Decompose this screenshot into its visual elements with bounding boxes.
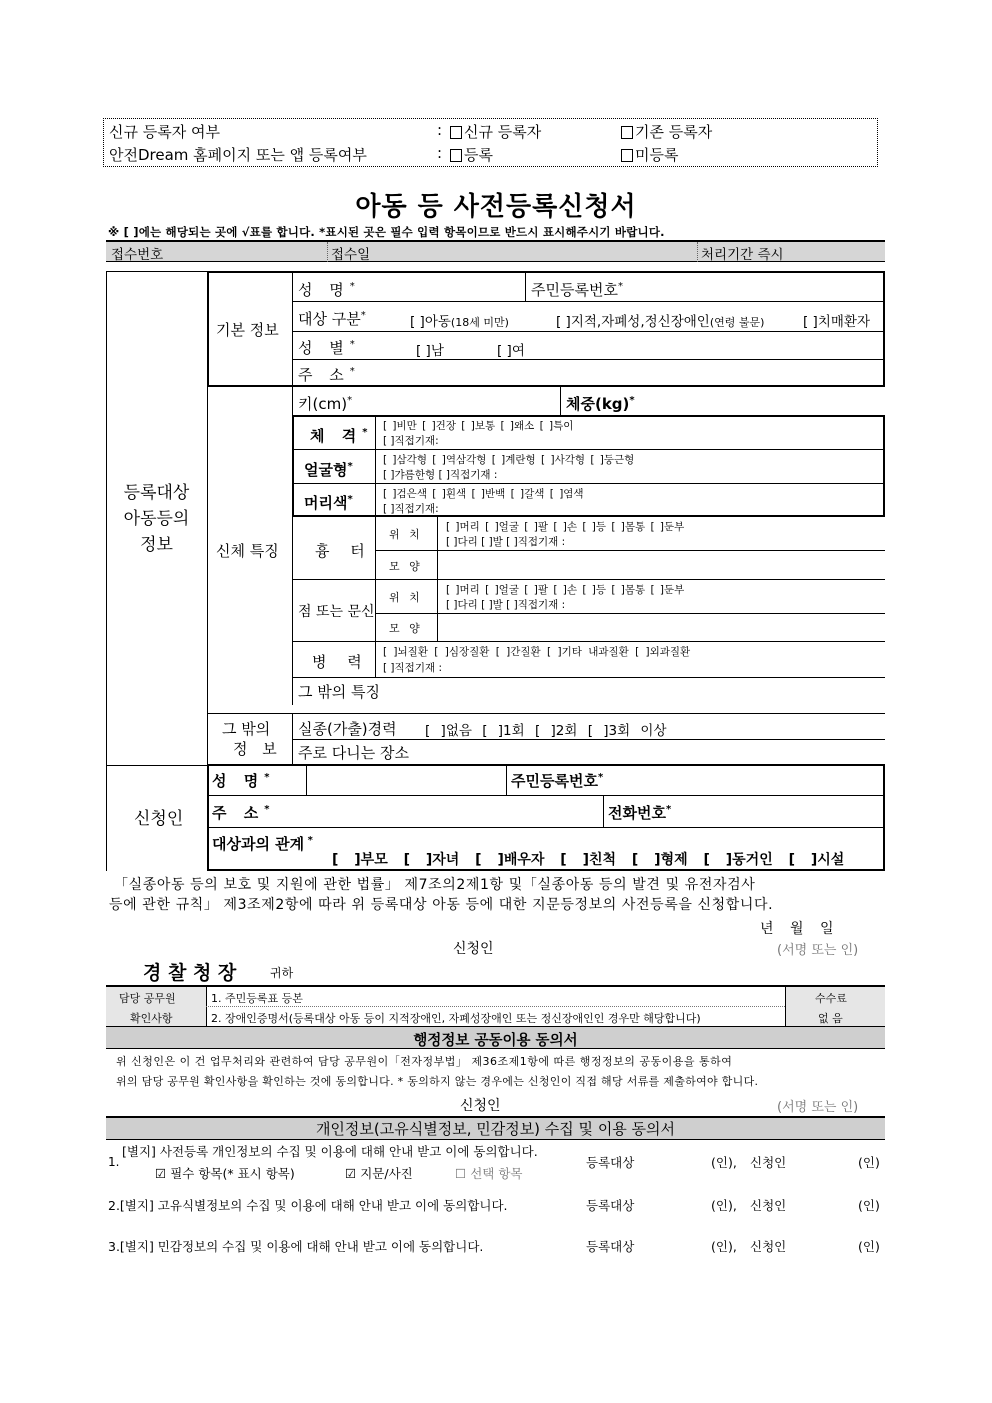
target-type-label: 대상 구분* (298, 310, 366, 328)
privacy-title: 개인정보(고유식별정보, 민감정보) 수집 및 이용 동의서 (315, 1120, 676, 1138)
privacy-target-2: 등록대상 (586, 1198, 635, 1213)
mole-tattoo-label: 점 또는 문신 (298, 604, 375, 620)
mole-shape-label: 모 양 (389, 622, 423, 635)
checkbox[interactable] (621, 126, 633, 139)
rrn-label: 주민등록번호* (531, 281, 623, 299)
sign-note: (서명 또는 인) (777, 943, 859, 958)
scar-shape-label: 모 양 (389, 560, 423, 573)
colon: : (437, 121, 443, 139)
applicant-sign-label: 신청인 (453, 941, 494, 957)
admin-consent-text-1: 위 신청인은 이 건 업무처리와 관련하여 담당 공무원이「전자정부법」 제36조제1항에 따른 행정정보의 공동이용을 통하여 (116, 1055, 733, 1068)
relation-label: 대상과의 관계 * (212, 835, 313, 853)
dream-registration-label: 안전Dream 홈페이지 또는 앱 등록여부 (109, 146, 367, 164)
confirm-item-2: 2. 장애인증명서(등록대상 아동 등이 지적장애인, 자폐성장애인 또는 정신장애인인 경우만 해당합니다) (211, 1012, 701, 1025)
relation-options[interactable]: [ ]부모 [ ]자녀 [ ]배우자 [ ]친척 [ ]형제 [ ]동거인 [ ]시설 (332, 852, 845, 868)
applicant-label: 신청인 (134, 809, 184, 829)
gender-female-option[interactable]: [ ]여 (497, 343, 525, 359)
gender-male-option[interactable]: [ ]남 (416, 343, 444, 359)
height-label: 키(cm)* (298, 395, 353, 413)
fee-label: 수수료 (815, 992, 847, 1005)
privacy-applicant-3: 신청인 (750, 1239, 787, 1254)
target-info-label: 등록대상 아동등의 정보 (123, 483, 190, 555)
optional-items-option[interactable]: ☐ 선택 항목 (455, 1166, 523, 1181)
medical-history-direct[interactable]: [ ]직접기재 : (383, 662, 442, 674)
admin-consent-sign: 신청인 (460, 1098, 501, 1114)
mole-position-options[interactable]: [ ]머리 [ ]얼굴 [ ]팔 [ ]손 [ ]등 [ ]몸통 [ ]둔부 (446, 584, 685, 596)
basic-info-label: 기본 정보 (216, 321, 279, 339)
hair-color-direct[interactable]: [ ]직접기재: (383, 503, 439, 515)
admin-consent-sign-note: (서명 또는 인) (777, 1100, 859, 1115)
medical-history-label: 병 력 (312, 653, 370, 671)
confirm-item-1: 1. 주민등록표 등본 (211, 992, 303, 1005)
face-shape-label: 얼굴형* (304, 461, 353, 479)
fee-value: 없 음 (818, 1012, 843, 1025)
new-registrant-option[interactable]: 신규 등록자 (450, 121, 541, 142)
registered-option[interactable]: 등록 (450, 144, 493, 165)
privacy-item-1: [별지] 사전등록 개인정보의 수집 및 이용에 대해 안내 받고 이에 동의합니다. (122, 1144, 538, 1159)
checkbox[interactable] (621, 149, 633, 162)
checkbox[interactable] (450, 149, 462, 162)
missing-history-label: 실종(가출)경력 (298, 720, 397, 738)
privacy-seal-2b: (인) (858, 1198, 880, 1213)
privacy-item-2: 2.[별지] 고유식별정보의 수집 및 이용에 대해 안내 받고 이에 동의합니다. (108, 1198, 508, 1213)
law-text-1: 「실종아동 등의 보호 및 지원에 관한 법률」 제7조의2제1항 및「실종아동 등의 발견 및 유전자검사 (114, 877, 756, 893)
face-shape-options[interactable]: [ ]삼각형 [ ]역삼각형 [ ]계란형 [ ]사각형 [ ]둥근형 (383, 454, 635, 466)
gender-label: 성 별* (298, 339, 361, 357)
privacy-item-1-number: 1. (108, 1155, 120, 1169)
privacy-seal-1: (인), (711, 1155, 737, 1170)
page-title: 아동 등 사전등록신청서 (355, 192, 637, 222)
hair-color-options[interactable]: [ ]검은색 [ ]흰색 [ ]반백 [ ]갈색 [ ]염색 (383, 488, 584, 500)
privacy-seal-1b: (인) (858, 1155, 880, 1170)
privacy-seal-3b: (인) (858, 1239, 880, 1254)
receipt-date-label: 접수일 (331, 247, 371, 263)
medical-history-options[interactable]: [ ]뇌질환 [ ]심장질환 [ ]간질환 [ ]기타 내과질환 [ ]외과질환 (383, 646, 691, 658)
face-shape-direct[interactable]: [ ]갸름한형 [ ]직접기재 : (383, 469, 498, 481)
build-options[interactable]: [ ]비만 [ ]건장 [ ]보통 [ ]왜소 [ ]특이 (383, 420, 574, 432)
applicant-rrn-label: 주민등록번호* (511, 772, 604, 790)
processing-period-label: 처리기간 즉시 (701, 247, 784, 263)
honorific: 귀하 (270, 966, 294, 980)
applicant-address-label: 주 소* (212, 804, 276, 822)
privacy-seal-2: (인), (711, 1198, 737, 1213)
hair-color-label: 머리색* (304, 494, 353, 512)
checkbox[interactable] (450, 126, 462, 139)
fingerprint-photo-option[interactable]: ☑ 지문/사진 (345, 1166, 413, 1181)
receipt-number-label: 접수번호 (111, 247, 164, 263)
notice-text: ※ [ ]에는 해당되는 곳에 √표를 합니다. *표시된 곳은 필수 입력 항목이므로 반드시 표시해주시기 바랍니다. (108, 225, 665, 239)
applicant-phone-label: 전화번호* (608, 804, 672, 822)
privacy-target-1: 등록대상 (586, 1155, 635, 1170)
frequent-place-label: 주로 다니는 장소 (298, 744, 409, 762)
privacy-applicant-1: 신청인 (750, 1155, 787, 1170)
other-info-label: 그 밖의 (222, 720, 271, 738)
law-text-2: 등에 관한 규칙」 제3조제2항에 따라 위 등록대상 아동 등에 대한 지문등정보의 사전등록을 신청합니다. (109, 897, 774, 913)
new-registrant-label: 신규 등록자 여부 (109, 123, 220, 141)
build-direct[interactable]: [ ]직접기재: (383, 435, 439, 447)
missing-history-options[interactable]: [ ]없음 [ ]1회 [ ]2회 [ ]3회 이상 (425, 723, 667, 739)
mole-position-options-2[interactable]: [ ]다리 [ ]발 [ ]직접기재 : (446, 599, 566, 611)
name-label: 성 명* (298, 281, 361, 299)
privacy-target-3: 등록대상 (586, 1239, 635, 1254)
scar-position-options[interactable]: [ ]머리 [ ]얼굴 [ ]팔 [ ]손 [ ]등 [ ]몸통 [ ]둔부 (446, 521, 685, 533)
colon: : (437, 144, 443, 162)
privacy-item-3: 3.[별지] 민감정보의 수집 및 이용에 대해 안내 받고 이에 동의합니다. (108, 1239, 484, 1254)
admin-consent-title: 행정정보 공동이용 동의서 (413, 1033, 578, 1049)
scar-position-label: 위 치 (389, 528, 423, 541)
scar-position-options-2[interactable]: [ ]다리 [ ]발 [ ]직접기재 : (446, 536, 566, 548)
admin-consent-text-2: 위의 담당 공무원 확인사항을 확인하는 것에 동의합니다. * 동의하지 않는 경우에는 신청인이 직접 해당 서류를 제출하여야 합니다. (116, 1075, 759, 1088)
other-info-label-2: 정 보 (233, 740, 282, 758)
police-chief: 경 찰 청 장 (143, 962, 237, 984)
scar-label: 흉 터 (315, 542, 373, 560)
existing-registrant-option[interactable]: 기존 등록자 (621, 121, 712, 142)
address-label: 주 소* (298, 366, 361, 384)
other-features-label: 그 밖의 특징 (298, 683, 380, 701)
applicant-name-label: 성 명* (212, 772, 276, 790)
build-label: 체 격* (310, 427, 374, 445)
required-items-option[interactable]: ☑ 필수 항목(* 표시 항목) (155, 1166, 295, 1181)
confirm-label-2: 확인사항 (130, 1012, 173, 1025)
date-line: 년 월 일 (760, 921, 834, 937)
privacy-seal-3: (인), (711, 1239, 737, 1254)
type-option-dementia[interactable]: [ ]치매환자 (803, 314, 870, 330)
privacy-applicant-2: 신청인 (750, 1198, 787, 1213)
confirm-label-1: 담당 공무원 (119, 992, 176, 1005)
weight-label: 체중(kg)* (566, 395, 635, 413)
unregistered-option[interactable]: 미등록 (621, 144, 678, 165)
type-option-child[interactable]: [ ]아동(18세 미만) (410, 314, 509, 330)
mole-position-label: 위 치 (389, 591, 423, 604)
type-option-disabled[interactable]: [ ]지적,자폐성,정신장애인(연령 불문) (556, 314, 765, 330)
body-features-label: 신체 특징 (216, 542, 279, 560)
